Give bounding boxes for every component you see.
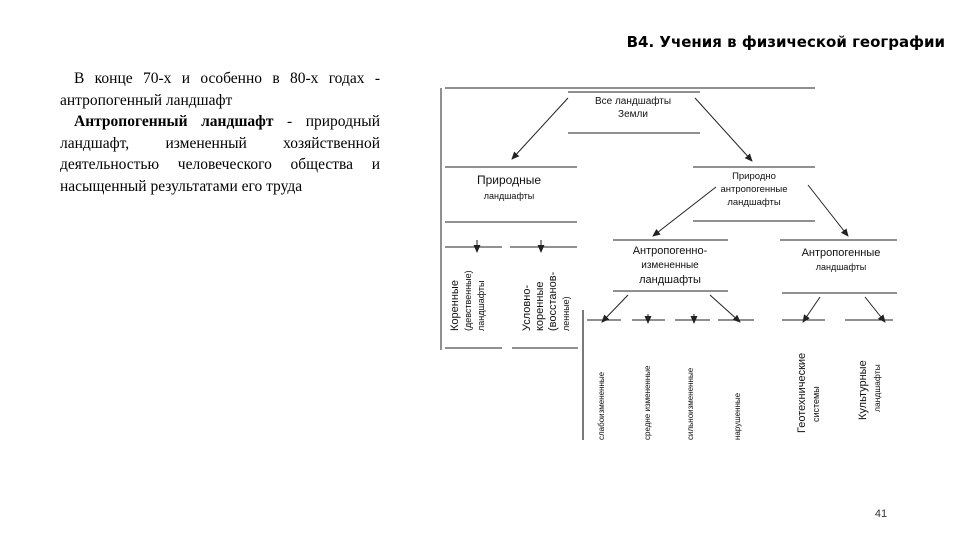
- node-rules: [445, 92, 897, 348]
- paragraph-intro: В конце 70-х и особенно в 80-х годах - антропогенный ландшафт: [60, 70, 380, 109]
- nat-anthro-label-1: Природно: [732, 171, 776, 182]
- cultural-node: [857, 360, 869, 420]
- geotech-node-2: [811, 386, 821, 422]
- geotech-node: [796, 353, 808, 433]
- cond-native-node-4: [561, 296, 571, 331]
- root-native-node-3: [476, 280, 486, 331]
- natural-label-1: Природные: [476, 173, 542, 187]
- natural-label-2: ландшафты: [483, 191, 535, 201]
- root-label-1: Все ландшафты: [594, 96, 672, 107]
- medium-mod-node: [643, 365, 652, 440]
- anthro-modified-label-3: ландшафты: [639, 274, 701, 286]
- diagram-frame: [441, 88, 815, 440]
- cond-native-label-1: Условно-: [521, 284, 533, 331]
- strong-mod-label: сильноизмененные: [686, 367, 695, 440]
- nat-anthro-label-3: ландшафты: [727, 197, 781, 208]
- damaged-node: [733, 392, 742, 440]
- root-native-label-1: Коренные: [449, 280, 461, 331]
- root-native-label-2: (девственные): [463, 270, 473, 331]
- cond-native-node-3: [547, 271, 559, 331]
- definition-term: Антропогенный ландшафт: [74, 113, 274, 130]
- nat-anthro-label-2: антропогенные: [720, 184, 788, 195]
- cultural-label-2: ландшафты: [872, 364, 882, 412]
- geotech-label-1: Геотехнические: [796, 352, 808, 433]
- damaged-label: нарушенные: [733, 392, 742, 440]
- cond-native-node: [521, 285, 533, 331]
- geotech-label-2: системы: [811, 386, 821, 422]
- small-mod-node: [597, 371, 606, 440]
- root-label-2: Земли: [618, 109, 648, 120]
- root-native-node-2: [463, 270, 473, 331]
- medium-mod-label: средне измененные: [643, 365, 652, 440]
- page-heading: В4. Учения в физической географии: [626, 33, 945, 51]
- cond-native-label-4: ленные): [561, 296, 571, 331]
- cultural-label-1: Культурные: [857, 360, 869, 420]
- cultural-node-2: [872, 364, 882, 412]
- anthro-modified-label-2: измененные: [641, 260, 699, 271]
- anthro-modified-label-1: Антропогенно-: [632, 245, 708, 257]
- small-mod-label: слабоизмененные: [597, 371, 606, 440]
- strong-mod-node: [686, 367, 695, 440]
- definition-text: - природный ландшафт, измененный хозяйственной деятельностью человеческого общества и насыщенный результатами его труда: [60, 113, 380, 195]
- root-native-label-3: ландшафты: [476, 280, 486, 331]
- cond-native-label-2: коренные: [534, 281, 546, 331]
- root-native-node: [449, 280, 461, 331]
- page-number: 41: [874, 508, 888, 520]
- cond-native-label-3: (восстанов-: [547, 271, 559, 331]
- cond-native-node-2: [534, 282, 546, 331]
- anthropogenic-label-2: ландшафты: [815, 262, 867, 272]
- anthropogenic-label-1: Антропогенные: [801, 247, 881, 259]
